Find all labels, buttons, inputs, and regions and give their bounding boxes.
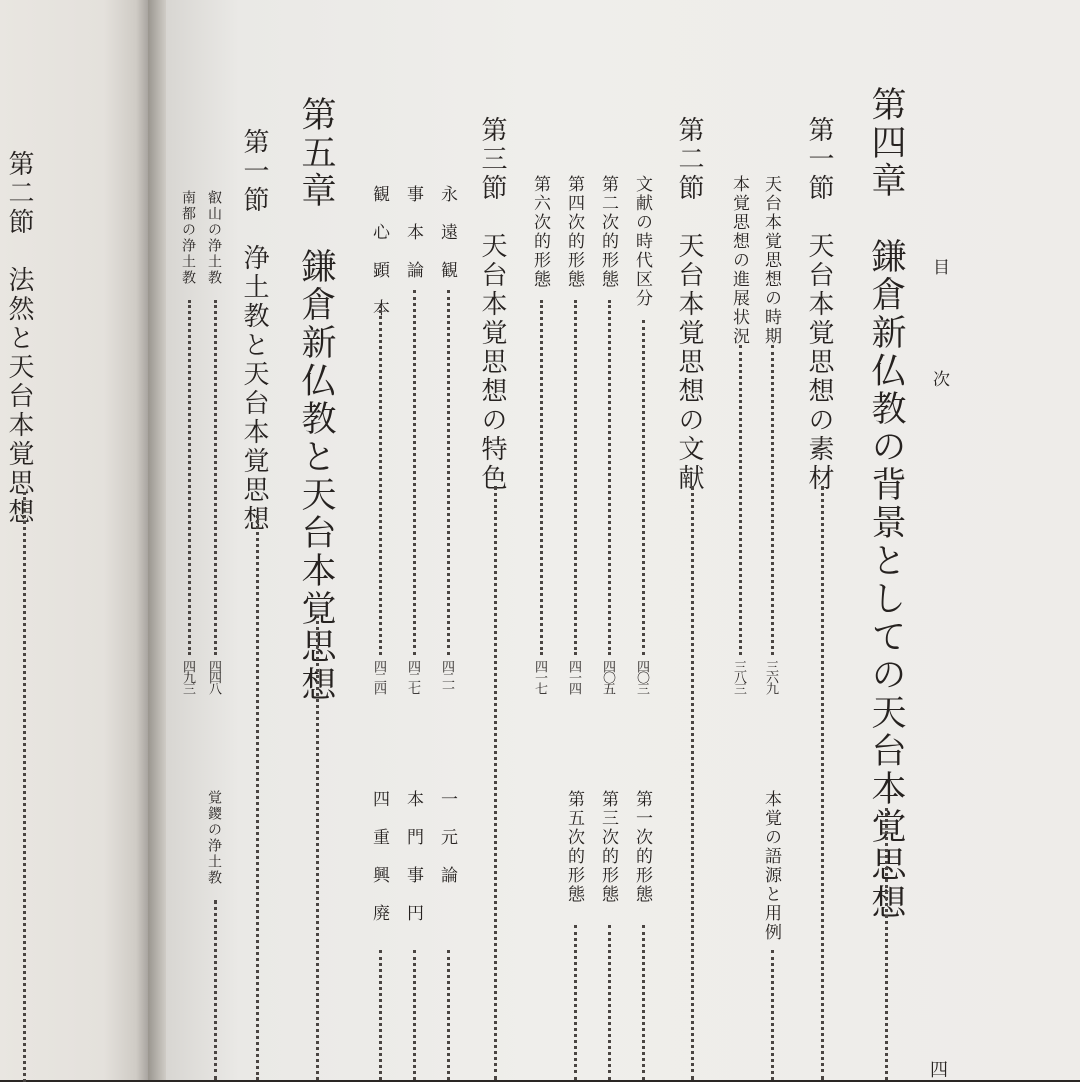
leader-dots xyxy=(608,925,611,1080)
leader-dots xyxy=(771,950,774,1080)
leader-dots xyxy=(256,515,259,1080)
chapter-4-page-number: 四 xyxy=(930,1060,950,1081)
toc-item: 第二次的形態 xyxy=(598,175,618,289)
toc-item: 事 本 論 xyxy=(403,185,423,280)
leader-dots xyxy=(885,808,888,1080)
leader-dots xyxy=(771,345,774,655)
toc-item: 第三次的形態 xyxy=(598,790,618,904)
toc-heading-char-2: 次 xyxy=(929,370,949,389)
page-gutter xyxy=(148,0,166,1080)
leader-dots xyxy=(413,950,416,1080)
toc-item: 覚鑁の浄土教 xyxy=(206,790,222,886)
toc-item: 一 元 論 xyxy=(437,790,457,885)
page-number: 四一四 xyxy=(566,660,581,693)
leader-dots xyxy=(23,492,26,1082)
chapter-4-section-3-title: 第三節 天台本覚思想の特色 xyxy=(477,116,507,493)
page-number: 四二七 xyxy=(405,660,420,693)
chapter-4-section-1-title: 第一節 天台本覚思想の素材 xyxy=(804,116,834,493)
toc-item: 四 重 興 廃 xyxy=(369,790,389,923)
leader-dots xyxy=(540,300,543,655)
toc-item: 第六次的形態 xyxy=(530,175,550,289)
toc-item: 観 心 顕 本 xyxy=(369,185,389,318)
page-number: 四一七 xyxy=(532,660,547,693)
leader-dots xyxy=(494,486,497,1080)
leader-dots xyxy=(316,615,319,1080)
toc-item: 南都の浄土教 xyxy=(180,190,196,286)
leader-dots xyxy=(821,486,824,1080)
toc-heading-char-1: 目 xyxy=(929,258,949,277)
toc-item: 本 門 事 円 xyxy=(403,790,423,923)
toc-item: 本覚の語源と用例 xyxy=(761,790,781,942)
page-number: 四二一 xyxy=(439,660,454,693)
toc-item: 本覚思想の進展状況 xyxy=(729,175,749,346)
page-number: 四〇三 xyxy=(634,660,649,693)
page-number: 四〇五 xyxy=(600,660,615,693)
leader-dots xyxy=(413,290,416,655)
left-page-section-heading: 第二節 法然と天台本覚思想 xyxy=(4,150,34,527)
leader-dots xyxy=(188,300,191,655)
left-page xyxy=(0,0,148,1080)
leader-dots xyxy=(447,290,450,655)
page-number: 四二四 xyxy=(371,660,386,693)
chapter-4-section-2-title: 第二節 天台本覚思想の文献 xyxy=(674,116,704,493)
toc-item: 第一次的形態 xyxy=(632,790,652,904)
toc-item: 第五次的形態 xyxy=(564,790,584,904)
leader-dots xyxy=(214,900,217,1080)
chapter-5-section-1-title: 第一節 浄土教と天台本覚思想 xyxy=(239,128,269,534)
leader-dots xyxy=(608,300,611,655)
page-number: 三六九 xyxy=(763,660,778,693)
leader-dots xyxy=(379,950,382,1080)
leader-dots xyxy=(379,305,382,655)
toc-item: 文献の時代区分 xyxy=(632,175,652,308)
chapter-5-title: 第五章 鎌倉新仏教と天台本覚思想 xyxy=(296,96,336,704)
leader-dots xyxy=(214,300,217,655)
leader-dots xyxy=(642,925,645,1080)
leader-dots xyxy=(691,486,694,1080)
leader-dots xyxy=(447,950,450,1080)
page-number: 三八三 xyxy=(731,660,746,693)
toc-item: 永 遠 観 xyxy=(437,185,457,280)
leader-dots xyxy=(574,300,577,655)
page-number: 四四八 xyxy=(206,660,221,693)
toc-item: 第四次的形態 xyxy=(564,175,584,289)
toc-item: 天台本覚思想の時期 xyxy=(761,175,781,346)
toc-item: 叡山の浄土教 xyxy=(206,190,222,286)
chapter-4-title: 第四章 鎌倉新仏教の背景としての天台本覚思想 xyxy=(866,86,906,922)
leader-dots xyxy=(642,320,645,655)
page-number: 四九三 xyxy=(180,660,195,693)
leader-dots xyxy=(739,345,742,655)
leader-dots xyxy=(574,925,577,1080)
